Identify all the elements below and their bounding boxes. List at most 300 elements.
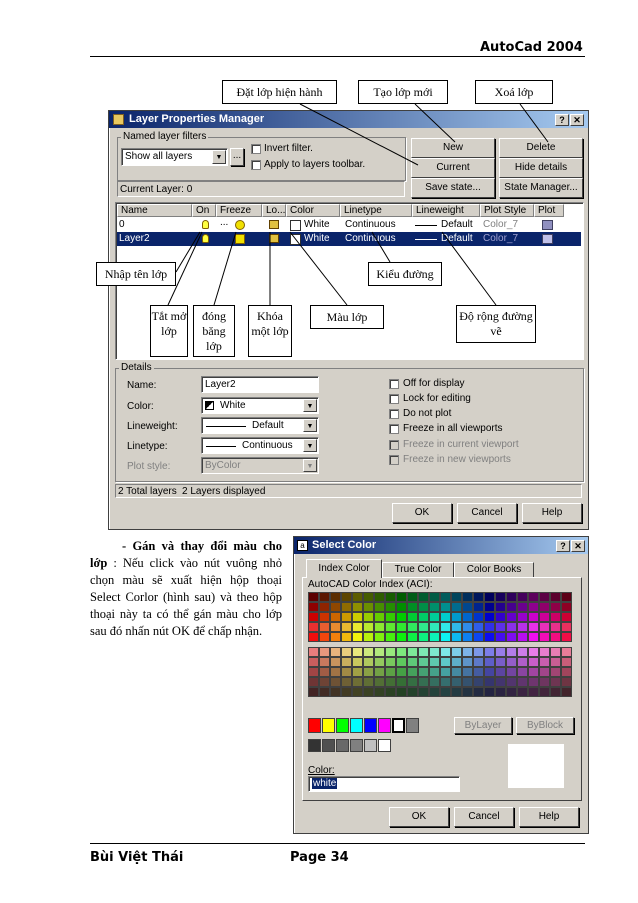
color-cell[interactable]: [363, 612, 374, 622]
color-cell[interactable]: [330, 592, 341, 602]
color-cell[interactable]: [352, 622, 363, 632]
color-cell[interactable]: [385, 687, 396, 697]
color-cell[interactable]: [429, 602, 440, 612]
filter-select[interactable]: Show all layers ▼: [121, 148, 228, 166]
color-cell[interactable]: [561, 647, 572, 657]
color-cell[interactable]: [473, 667, 484, 677]
color-cell[interactable]: [473, 657, 484, 667]
tab-index-color[interactable]: Index Color: [306, 559, 382, 578]
color-cell[interactable]: [330, 677, 341, 687]
color-cell[interactable]: [308, 718, 321, 733]
color-cell[interactable]: [319, 647, 330, 657]
color-cell[interactable]: [385, 592, 396, 602]
cancel-button[interactable]: Cancel: [454, 807, 514, 827]
color-cell[interactable]: [396, 677, 407, 687]
color-cell[interactable]: [517, 677, 528, 687]
color-cell[interactable]: [451, 667, 462, 677]
color-cell[interactable]: [495, 647, 506, 657]
details-label: Details: [121, 362, 152, 373]
color-cell[interactable]: [506, 622, 517, 632]
color-cell[interactable]: [451, 687, 462, 697]
lineweight-select[interactable]: Default ▼: [201, 417, 319, 434]
color-cell[interactable]: [484, 592, 495, 602]
color-cell[interactable]: [352, 657, 363, 667]
color-cell[interactable]: [330, 612, 341, 622]
color-cell[interactable]: [374, 667, 385, 677]
color-cell[interactable]: [385, 657, 396, 667]
color-cell[interactable]: [308, 657, 319, 667]
color-cell[interactable]: [462, 602, 473, 612]
hide-details-button[interactable]: Hide details: [499, 158, 583, 178]
color-cell[interactable]: [407, 612, 418, 622]
color-cell[interactable]: [319, 592, 330, 602]
color-cell[interactable]: [396, 612, 407, 622]
connector-current: [300, 104, 418, 165]
color-cell[interactable]: [374, 687, 385, 697]
color-cell[interactable]: [451, 657, 462, 667]
color-cell[interactable]: [363, 667, 374, 677]
color-cell[interactable]: [418, 677, 429, 687]
color-cell[interactable]: [451, 602, 462, 612]
color-cell[interactable]: [451, 612, 462, 622]
color-cell[interactable]: [385, 612, 396, 622]
color-cell[interactable]: [319, 612, 330, 622]
color-cell[interactable]: [462, 592, 473, 602]
color-cell[interactable]: [385, 667, 396, 677]
color-cell[interactable]: [429, 647, 440, 657]
callout-freeze: đóng băng lớp: [193, 305, 235, 357]
color-cell[interactable]: [352, 612, 363, 622]
color-cell[interactable]: [561, 667, 572, 677]
color-cell[interactable]: [473, 592, 484, 602]
color-cell[interactable]: [396, 647, 407, 657]
color-cell[interactable]: [473, 647, 484, 657]
color-cell[interactable]: [319, 602, 330, 612]
color-cell[interactable]: [418, 647, 429, 657]
color-cell[interactable]: [539, 632, 550, 642]
color-cell[interactable]: [330, 687, 341, 697]
color-cell[interactable]: [363, 677, 374, 687]
color-cell[interactable]: [418, 667, 429, 677]
ok-button[interactable]: OK: [389, 807, 449, 827]
color-cell[interactable]: [451, 677, 462, 687]
color-cell[interactable]: [473, 677, 484, 687]
color-cell[interactable]: [517, 667, 528, 677]
color-cell[interactable]: [517, 647, 528, 657]
color-cell[interactable]: [429, 622, 440, 632]
layer-lineweight-cell[interactable]: Default: [441, 219, 473, 230]
color-cell[interactable]: [319, 677, 330, 687]
color-cell[interactable]: [363, 632, 374, 642]
color-cell[interactable]: [528, 592, 539, 602]
color-cell[interactable]: [418, 622, 429, 632]
color-cell[interactable]: [363, 657, 374, 667]
color-cell[interactable]: [319, 657, 330, 667]
color-cell[interactable]: [341, 687, 352, 697]
color-cell[interactable]: [407, 602, 418, 612]
color-cell[interactable]: [440, 632, 451, 642]
color-cell[interactable]: [385, 647, 396, 657]
color-cell[interactable]: [550, 677, 561, 687]
color-cell[interactable]: [550, 612, 561, 622]
color-cell[interactable]: [462, 647, 473, 657]
color-cell[interactable]: [350, 718, 363, 733]
color-cell[interactable]: [517, 632, 528, 642]
color-cell[interactable]: [462, 622, 473, 632]
color-cell[interactable]: [451, 632, 462, 642]
color-cell[interactable]: [473, 687, 484, 697]
color-cell[interactable]: [308, 592, 319, 602]
color-cell[interactable]: [539, 677, 550, 687]
color-cell[interactable]: [429, 667, 440, 677]
color-cell[interactable]: [528, 647, 539, 657]
color-cell[interactable]: [495, 592, 506, 602]
color-cell[interactable]: [308, 677, 319, 687]
color-cell[interactable]: [385, 632, 396, 642]
ok-button[interactable]: OK: [392, 503, 452, 523]
color-cell[interactable]: [385, 602, 396, 612]
color-cell[interactable]: [561, 592, 572, 602]
color-cell[interactable]: [330, 632, 341, 642]
current-layer-button[interactable]: Current: [411, 158, 495, 178]
color-cell[interactable]: [495, 622, 506, 632]
color-cell[interactable]: [363, 602, 374, 612]
color-cell[interactable]: [550, 657, 561, 667]
color-cell[interactable]: [407, 592, 418, 602]
color-cell[interactable]: [308, 739, 321, 752]
color-cell[interactable]: [561, 657, 572, 667]
color-cell[interactable]: [407, 632, 418, 642]
color-cell[interactable]: [363, 687, 374, 697]
color-cell[interactable]: [407, 667, 418, 677]
color-cell[interactable]: [517, 592, 528, 602]
color-cell[interactable]: [429, 677, 440, 687]
color-cell[interactable]: [528, 632, 539, 642]
column-header-on[interactable]: On: [192, 204, 216, 217]
color-cell[interactable]: [319, 667, 330, 677]
color-cell[interactable]: [539, 687, 550, 697]
color-cell[interactable]: [473, 612, 484, 622]
color-cell[interactable]: [308, 622, 319, 632]
color-cell[interactable]: [550, 647, 561, 657]
color-cell[interactable]: [374, 657, 385, 667]
color-cell[interactable]: [429, 632, 440, 642]
color-cell[interactable]: [440, 612, 451, 622]
color-cell[interactable]: [429, 612, 440, 622]
color-cell[interactable]: [396, 622, 407, 632]
color-cell[interactable]: [506, 602, 517, 612]
color-cell[interactable]: [418, 602, 429, 612]
color-cell[interactable]: [308, 632, 319, 642]
color-cell[interactable]: [484, 602, 495, 612]
color-cell[interactable]: [506, 667, 517, 677]
color-cell[interactable]: [517, 612, 528, 622]
color-cell[interactable]: [440, 647, 451, 657]
color-cell[interactable]: [528, 677, 539, 687]
color-cell[interactable]: [407, 657, 418, 667]
color-cell[interactable]: [539, 612, 550, 622]
color-cell[interactable]: [506, 647, 517, 657]
color-cell[interactable]: [330, 667, 341, 677]
layer-lineweight-cell[interactable]: Default: [441, 233, 473, 244]
help-title-button[interactable]: ?: [556, 540, 570, 552]
color-cell[interactable]: [418, 612, 429, 622]
color-cell[interactable]: [484, 647, 495, 657]
color-cell[interactable]: [352, 667, 363, 677]
color-cell[interactable]: [484, 667, 495, 677]
color-cell[interactable]: [341, 657, 352, 667]
color-cell[interactable]: [352, 592, 363, 602]
color-cell[interactable]: [418, 632, 429, 642]
color-cell[interactable]: [440, 667, 451, 677]
tab-color-books[interactable]: Color Books: [454, 562, 534, 578]
color-cell[interactable]: [330, 657, 341, 667]
layer-name-input[interactable]: Layer2: [201, 376, 319, 393]
save-state-button[interactable]: Save state...: [411, 178, 495, 198]
color-cell[interactable]: [385, 622, 396, 632]
color-cell[interactable]: [550, 667, 561, 677]
color-cell[interactable]: [374, 592, 385, 602]
color-cell[interactable]: [495, 677, 506, 687]
color-cell[interactable]: [440, 677, 451, 687]
color-cell[interactable]: [364, 739, 377, 752]
color-cell[interactable]: [363, 622, 374, 632]
color-cell[interactable]: [392, 718, 405, 733]
color-cell[interactable]: [528, 687, 539, 697]
color-cell[interactable]: [341, 677, 352, 687]
color-cell[interactable]: [539, 667, 550, 677]
color-cell[interactable]: [352, 677, 363, 687]
color-cell[interactable]: [495, 612, 506, 622]
color-cell[interactable]: [374, 602, 385, 612]
color-cell[interactable]: [539, 622, 550, 632]
close-icon[interactable]: ✕: [571, 540, 585, 552]
color-cell[interactable]: [352, 687, 363, 697]
color-cell[interactable]: [495, 687, 506, 697]
column-header-color[interactable]: Color: [286, 204, 340, 217]
color-cell[interactable]: [352, 647, 363, 657]
color-cell[interactable]: [462, 667, 473, 677]
color-cell[interactable]: [396, 602, 407, 612]
color-cell[interactable]: [550, 687, 561, 697]
color-cell[interactable]: [322, 718, 335, 733]
color-cell[interactable]: [528, 667, 539, 677]
color-cell[interactable]: [506, 657, 517, 667]
connector-delete: [520, 104, 548, 142]
color-cell[interactable]: [378, 739, 391, 752]
color-cell[interactable]: [308, 602, 319, 612]
help-title-button[interactable]: ?: [555, 114, 569, 126]
color-cell[interactable]: [363, 592, 374, 602]
filter-browse-button[interactable]: ...: [230, 148, 244, 166]
color-cell[interactable]: [484, 687, 495, 697]
color-cell[interactable]: [451, 622, 462, 632]
color-cell[interactable]: [330, 602, 341, 612]
color-cell[interactable]: [484, 632, 495, 642]
color-cell[interactable]: [506, 592, 517, 602]
color-cell[interactable]: [429, 657, 440, 667]
color-cell[interactable]: [495, 667, 506, 677]
color-cell[interactable]: [418, 687, 429, 697]
color-cell[interactable]: [473, 622, 484, 632]
color-cell[interactable]: [561, 632, 572, 642]
cancel-button[interactable]: Cancel: [457, 503, 517, 523]
color-cell[interactable]: [322, 739, 335, 752]
color-cell[interactable]: [396, 592, 407, 602]
paragraph-text: : Nếu click vào nút vuông nhỏ chọn màu sẽ xuất hiện hộp thoại Select Corlor (hình sau) và theo hộp thoại này ta có thể gán màu cho lớp sau đó nhấn nút OK để chấp nhận.: [90, 556, 282, 638]
color-cell[interactable]: [374, 612, 385, 622]
close-icon[interactable]: ✕: [570, 114, 584, 126]
color-cell[interactable]: [374, 677, 385, 687]
color-cell[interactable]: [550, 592, 561, 602]
color-cell[interactable]: [517, 687, 528, 697]
color-cell[interactable]: [506, 612, 517, 622]
color-cell[interactable]: [336, 739, 349, 752]
column-header-lock[interactable]: Lo...: [262, 204, 286, 217]
color-cell[interactable]: [462, 632, 473, 642]
color-cell[interactable]: [396, 657, 407, 667]
color-cell[interactable]: [462, 657, 473, 667]
column-header-lineweight[interactable]: Lineweight: [412, 204, 480, 217]
color-cell[interactable]: [440, 602, 451, 612]
color-cell[interactable]: [336, 718, 349, 733]
color-cell[interactable]: [539, 657, 550, 667]
color-cell[interactable]: [396, 632, 407, 642]
help-button[interactable]: Help: [522, 503, 582, 523]
color-cell[interactable]: [506, 677, 517, 687]
state-manager-button[interactable]: State Manager...: [499, 178, 583, 198]
color-cell[interactable]: [517, 657, 528, 667]
color-cell[interactable]: [385, 677, 396, 687]
color-cell[interactable]: [374, 647, 385, 657]
column-header-linetype[interactable]: Linetype: [340, 204, 412, 217]
color-cell[interactable]: [374, 622, 385, 632]
color-cell[interactable]: [308, 667, 319, 677]
color-cell[interactable]: [473, 602, 484, 612]
color-cell[interactable]: [407, 687, 418, 697]
color-cell[interactable]: [308, 612, 319, 622]
color-cell[interactable]: [319, 687, 330, 697]
color-cell[interactable]: [561, 687, 572, 697]
color-cell[interactable]: [539, 592, 550, 602]
color-input[interactable]: white: [308, 776, 460, 792]
color-cell[interactable]: [352, 632, 363, 642]
color-cell[interactable]: [495, 602, 506, 612]
color-cell[interactable]: [308, 647, 319, 657]
color-cell[interactable]: [550, 622, 561, 632]
color-cell[interactable]: [517, 602, 528, 612]
color-cell[interactable]: [451, 647, 462, 657]
color-cell[interactable]: [396, 687, 407, 697]
help-button[interactable]: Help: [519, 807, 579, 827]
color-cell[interactable]: [308, 687, 319, 697]
color-cell[interactable]: [440, 657, 451, 667]
color-cell[interactable]: [462, 687, 473, 697]
layer-color-cell[interactable]: White: [304, 233, 330, 244]
color-cell[interactable]: [440, 687, 451, 697]
color-cell[interactable]: [561, 622, 572, 632]
color-cell[interactable]: [350, 739, 363, 752]
color-cell[interactable]: [330, 647, 341, 657]
color-cell[interactable]: [462, 677, 473, 687]
color-cell[interactable]: [363, 647, 374, 657]
tab-true-color[interactable]: True Color: [382, 562, 454, 578]
color-cell[interactable]: [418, 592, 429, 602]
color-cell[interactable]: [517, 622, 528, 632]
color-cell[interactable]: [506, 687, 517, 697]
color-cell[interactable]: [506, 632, 517, 642]
color-cell[interactable]: [319, 632, 330, 642]
color-cell[interactable]: [407, 647, 418, 657]
column-header-plot-style[interactable]: Plot Style: [480, 204, 534, 217]
color-cell[interactable]: [440, 592, 451, 602]
layer-linetype-cell[interactable]: Continuous: [345, 219, 396, 230]
color-cell[interactable]: [528, 612, 539, 622]
color-cell[interactable]: [341, 592, 352, 602]
color-cell[interactable]: [550, 632, 561, 642]
color-cell[interactable]: [364, 718, 377, 733]
color-cell[interactable]: [561, 612, 572, 622]
color-cell[interactable]: [418, 657, 429, 667]
color-cell[interactable]: [484, 622, 495, 632]
color-cell[interactable]: [528, 657, 539, 667]
color-cell[interactable]: [440, 622, 451, 632]
color-cell[interactable]: [407, 677, 418, 687]
color-cell[interactable]: [528, 622, 539, 632]
color-cell[interactable]: [484, 657, 495, 667]
color-cell[interactable]: [495, 657, 506, 667]
color-cell[interactable]: [374, 632, 385, 642]
color-cell[interactable]: [341, 647, 352, 657]
color-cell[interactable]: [429, 687, 440, 697]
color-select[interactable]: White ▼: [201, 397, 319, 414]
color-cell[interactable]: [341, 612, 352, 622]
column-header-name[interactable]: Name: [117, 204, 192, 217]
color-cell[interactable]: [429, 592, 440, 602]
color-cell[interactable]: [341, 667, 352, 677]
color-cell[interactable]: [539, 647, 550, 657]
color-cell[interactable]: [495, 632, 506, 642]
color-cell[interactable]: [451, 592, 462, 602]
color-cell[interactable]: [550, 602, 561, 612]
color-cell[interactable]: [462, 612, 473, 622]
color-cell[interactable]: [341, 602, 352, 612]
color-cell[interactable]: [528, 602, 539, 612]
column-header-plot[interactable]: Plot: [534, 204, 564, 217]
layer-color-cell[interactable]: White: [304, 219, 330, 230]
color-cell[interactable]: [341, 632, 352, 642]
new-layer-button[interactable]: New: [411, 138, 495, 158]
color-cell[interactable]: [561, 677, 572, 687]
color-cell[interactable]: [352, 602, 363, 612]
layer-linetype-cell[interactable]: Continuous: [345, 233, 396, 244]
delete-layer-button[interactable]: Delete: [499, 138, 583, 158]
linetype-select[interactable]: Continuous ▼: [201, 437, 319, 454]
color-cell[interactable]: [319, 622, 330, 632]
color-cell[interactable]: [484, 612, 495, 622]
color-cell[interactable]: [378, 718, 391, 733]
color-cell[interactable]: [539, 602, 550, 612]
column-header-freeze[interactable]: Freeze ...: [216, 204, 262, 217]
color-cell[interactable]: [330, 622, 341, 632]
color-cell[interactable]: [341, 622, 352, 632]
color-cell[interactable]: [484, 677, 495, 687]
color-cell[interactable]: [561, 602, 572, 612]
color-cell[interactable]: [406, 718, 419, 733]
color-cell[interactable]: [396, 667, 407, 677]
color-cell[interactable]: [407, 622, 418, 632]
color-cell[interactable]: [473, 632, 484, 642]
